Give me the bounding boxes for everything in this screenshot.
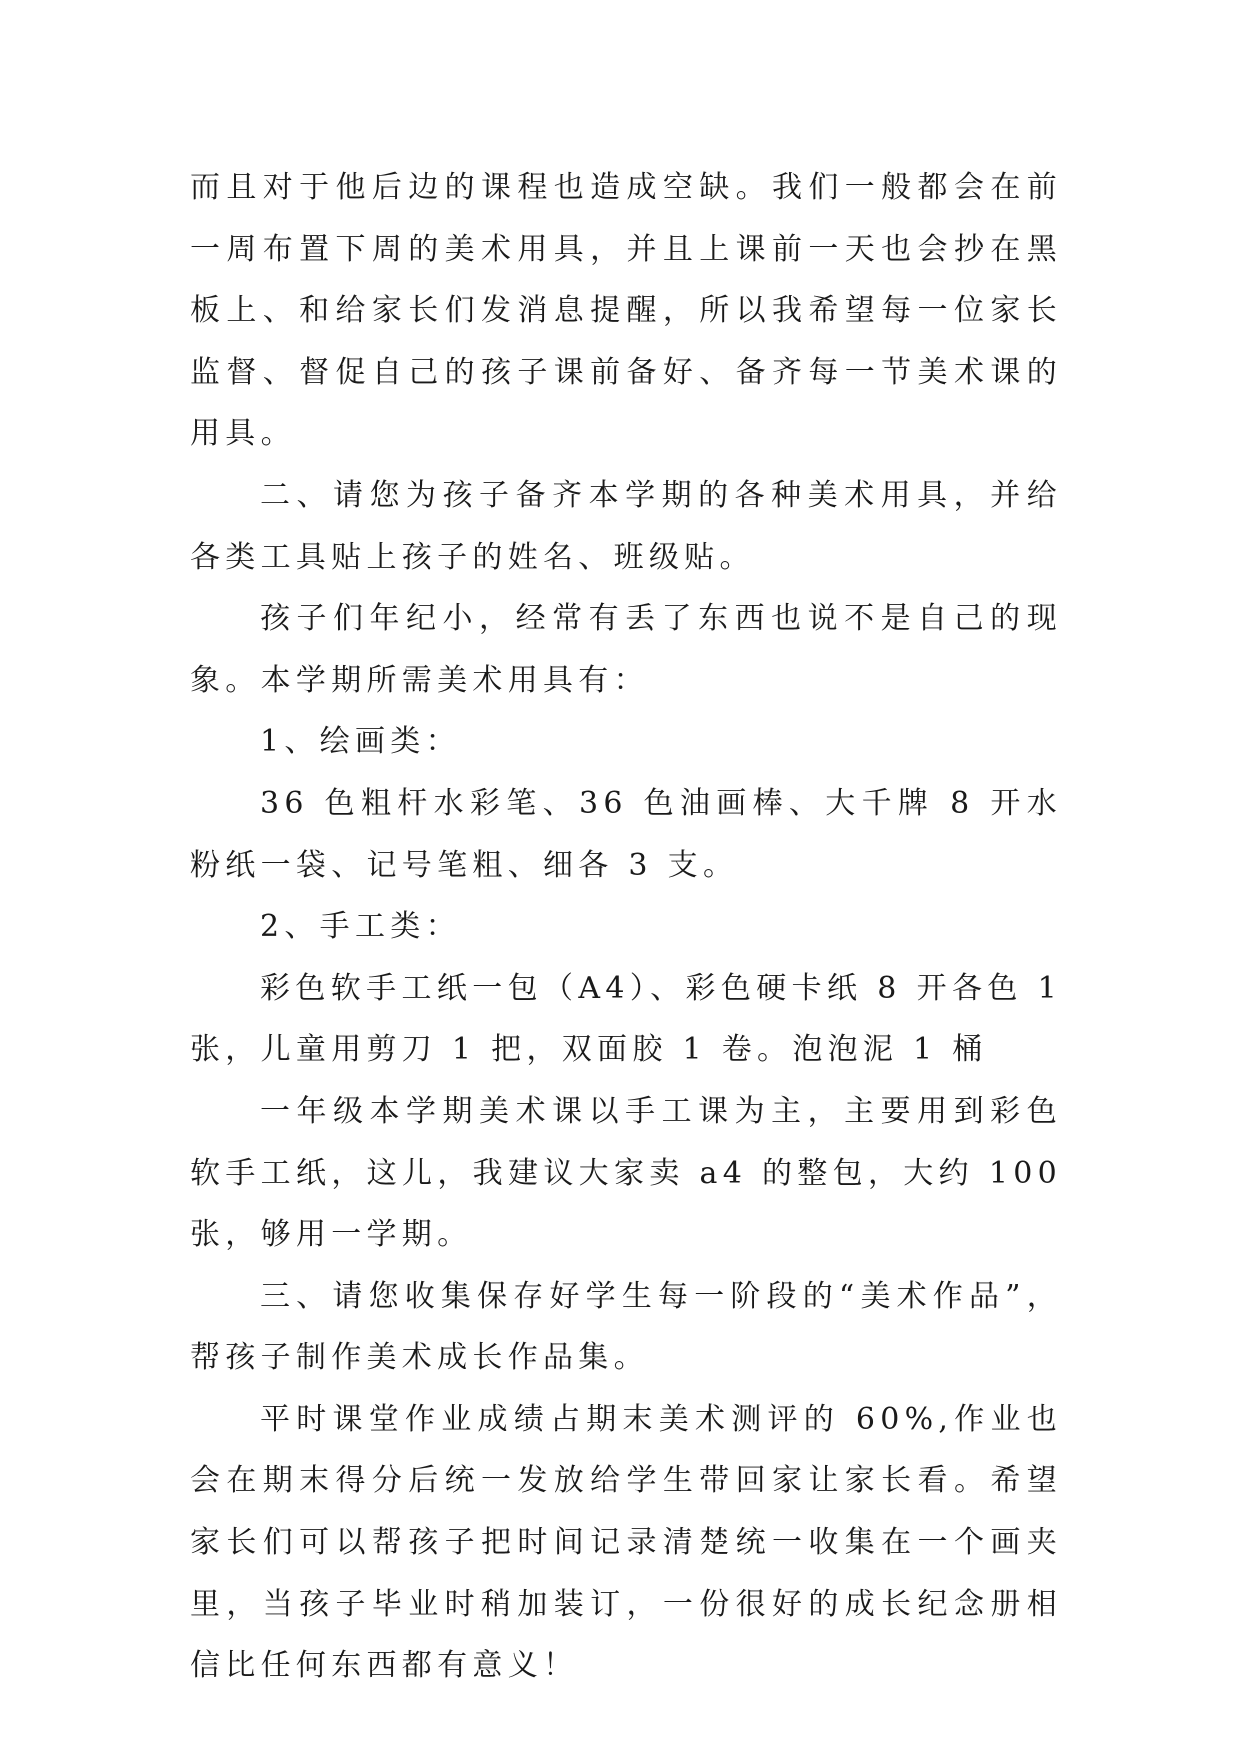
paragraph-grade-one-note: 一年级本学期美术课以手工课为主，主要用到彩色软手工纸，这儿，我建议大家卖 a4 的整包，大约 100 张，够用一学期。: [190, 1093, 1062, 1253]
paragraph-handcraft-list: 彩色软手工纸一包（A4）、彩色硬卡纸 8 开各色 1 张，儿童用剪刀 1 把，双面胶 1 卷。泡泡泥 1 桶: [190, 970, 1062, 1068]
paragraph-section-two-heading: 二、请您为孩子备齐本学期的各种美术用具，并给各类工具贴上孩子的姓名、班级贴。: [190, 477, 1062, 575]
paragraph-painting-list: 36 色粗杆水彩笔、36 色油画棒、大千牌 8 开水粉纸一袋、记号笔粗、细各 3 支。: [190, 785, 1062, 883]
paragraph-continuation: 而且对于他后边的课程也造成空缺。我们一般都会在前一周布置下周的美术用具，并且上课前一天也会抄在黑板上、和给家长们发消息提醒，所以我希望每一位家长监督、督促自己的孩子课前备好、备齐每一节美术课的用具。: [190, 170, 1062, 452]
paragraph-portfolio-note: 平时课堂作业成绩占期末美术测评的 60%,作业也会在期末得分后统一发放给学生带回家让家长看。希望家长们可以帮孩子把时间记录清楚统一收集在一个画夹里，当孩子毕业时稍加装订，一份很好的成长纪念册相信比任何东西都有意义！: [190, 1401, 1062, 1684]
document-body: [190, 157, 1062, 1697]
paragraph-handcraft-heading: 2、手工类：: [260, 909, 461, 945]
paragraph-section-three-heading: 三、请您收集保存好学生每一阶段的“美术作品”，帮孩子制作美术成长作品集。: [190, 1278, 1062, 1376]
paragraph-painting-heading: 1、绘画类：: [260, 724, 461, 760]
paragraph-supplies-intro: 孩子们年纪小，经常有丢了东西也说不是自己的现象。本学期所需美术用具有：: [190, 601, 1062, 698]
